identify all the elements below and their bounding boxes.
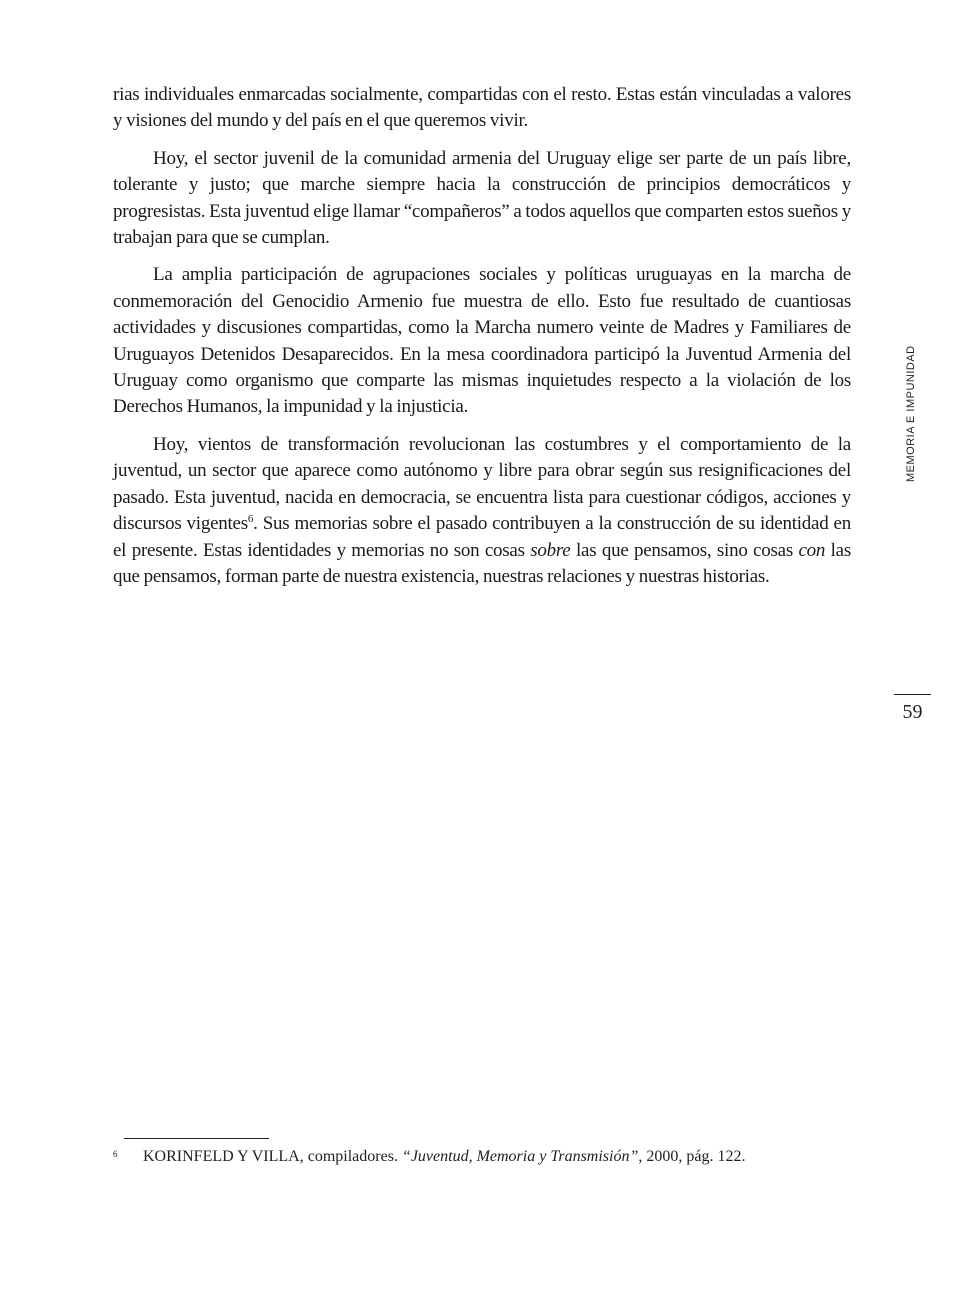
emphasis-sobre: sobre [530, 539, 571, 561]
paragraph-4-text-d: las que pensamos, forman parte de nuestra existencia, nuestras relaciones y nuestras historias. [113, 539, 851, 587]
footnote-details: , 2000, pág. 122. [638, 1148, 746, 1165]
paragraph-3: La amplia participación de agrupaciones sociales y políticas uruguayas en la marcha de conmemoración del Genocidio Armenio fue muestra de ello. Esto fue resultado de cuantiosas actividades y discusiones compartidas, como la Marcha numero veinte de Madres y Familiares de Uruguayos Detenidos Desaparecidos. En la mesa coordinadora participó la Juventud Armenia del Uruguay como organismo que comparte las mismas inquietudes respecto a la violación de los Derechos Humanos, la impunidad y la injusticia. [113, 264, 851, 418]
footnote-reference: 6 [247, 513, 254, 526]
footnote-text [143, 1146, 745, 1168]
page-number: 59 [902, 701, 923, 723]
paragraph-1: rias individuales enmarcadas socialmente, compartidas con el resto. Estas están vinculadas a valores y visiones del mundo y del país en el que queremos vivir. [113, 84, 851, 132]
page-number-rule [894, 694, 931, 695]
running-head: MEMORIA E IMPUNIDAD [905, 345, 917, 482]
paragraph-4-text-c: las que pensamos, sino cosas [570, 539, 799, 561]
footnote-title: “Juventud, Memoria y Transmisión” [401, 1148, 639, 1165]
paragraph-4 [113, 432, 851, 590]
paragraph-2: Hoy, el sector juvenil de la comunidad armenia del Uruguay elige ser parte de un país libre, tolerante y justo; que marche siempre hacia la construcción de principios democráticos y progresistas. Esta juventud elige llamar “compañeros” a todos aquellos que comparten estos sueños y trabajan para que se cumplan. [113, 147, 851, 249]
footnote-number: 6 [113, 1149, 118, 1159]
paragraph-4-text-b: . Sus memorias sobre el pasado contribuyen a la construcción de su identidad en el presente. Estas identidades y memorias no son cosas [113, 513, 851, 561]
paragraph-4-text-a: Hoy, vientos de transformación revolucionan las costumbres y el comportamiento de la juventud, un sector que aparece como autónomo y libre para obrar según sus resignificaciones del pasado. Esta juventud, nacida en democracia, se encuentra lista para cuestionar códigos, acciones y discursos vigentes [113, 433, 851, 535]
emphasis-con: con [798, 539, 826, 561]
main-text [113, 82, 851, 601]
footnote-authors: KORINFELD Y VILLA, compiladores. [143, 1148, 402, 1165]
footnote-separator [124, 1138, 269, 1139]
